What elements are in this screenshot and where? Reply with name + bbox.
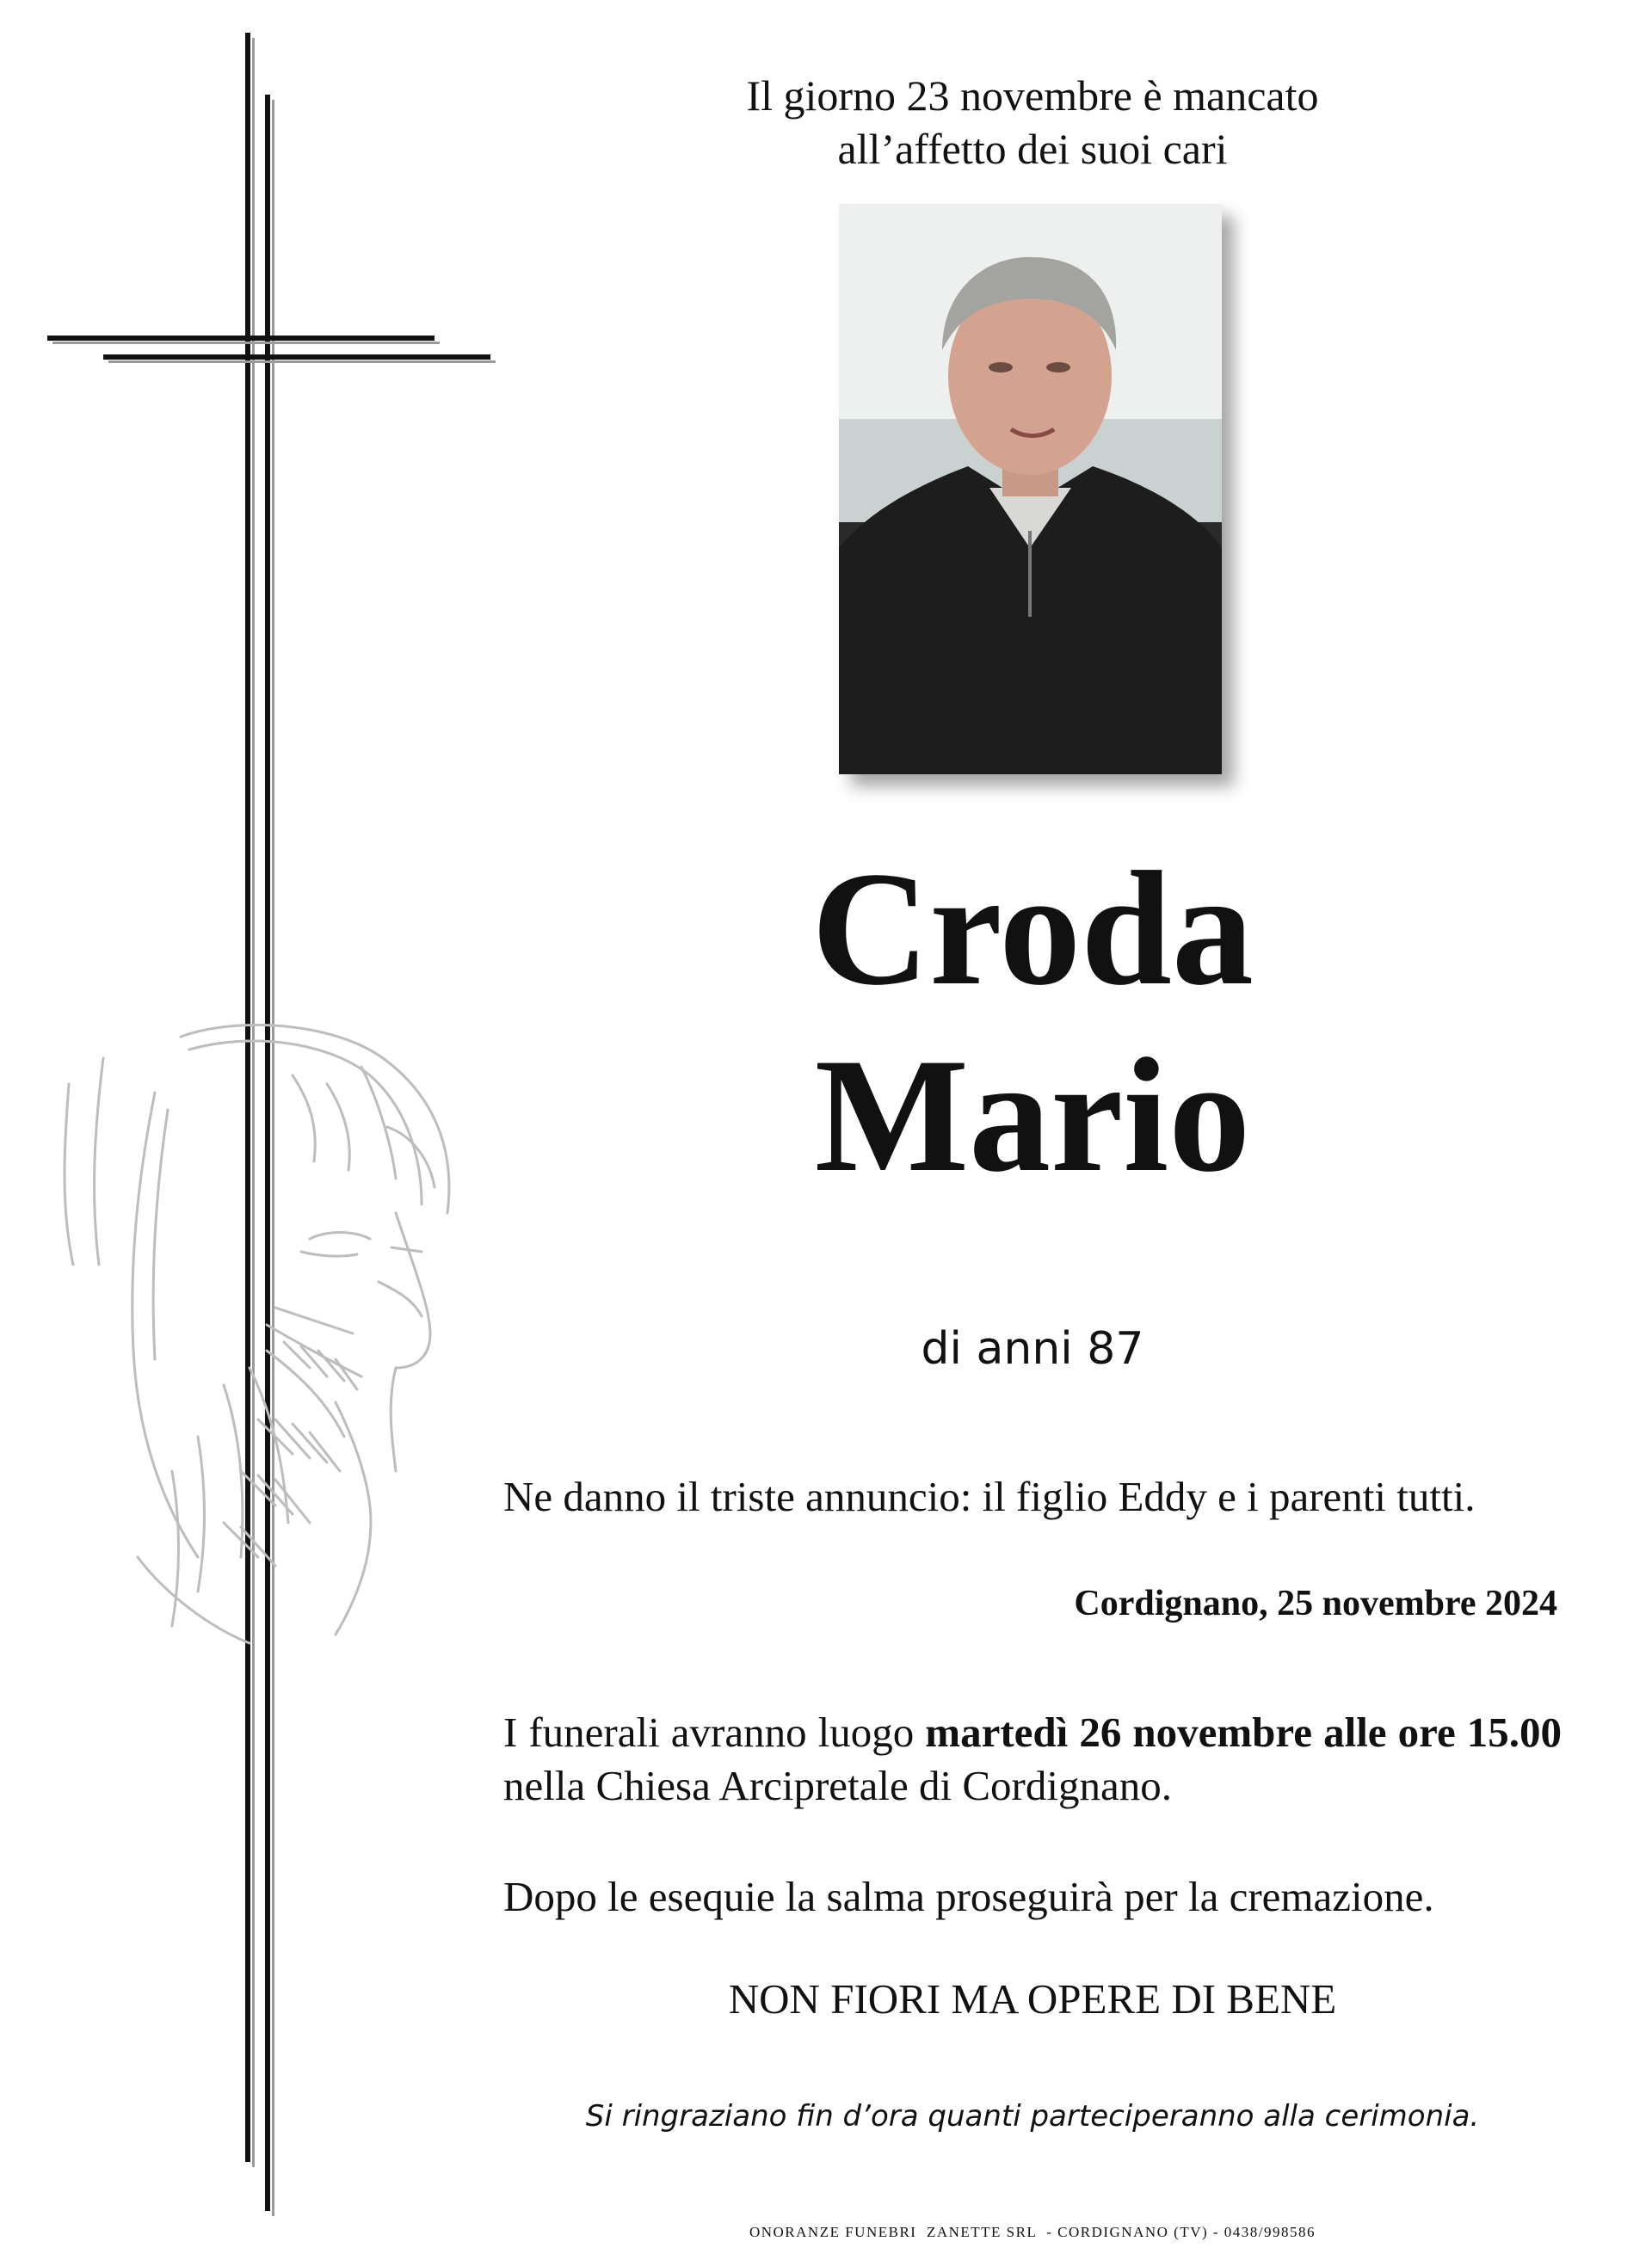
announcement-text: Ne danno il triste annuncio: il figlio Eddy e i parenti tutti.	[503, 1473, 1476, 1520]
funeral-text-before: I funerali avranno luogo	[503, 1709, 926, 1756]
intro-text	[516, 69, 1549, 176]
age-text: di anni 87	[921, 1323, 1144, 1375]
portrait-photo	[839, 204, 1222, 774]
cremation-text: Dopo le esequie la salma proseguirà per la cremazione.	[503, 1873, 1434, 1920]
funeral-date-time: martedì 26 novembre alle ore 15.00	[925, 1709, 1563, 1756]
christ-face-sketch-icon	[52, 955, 456, 1669]
thanks-text: Si ringraziano fin d’ora quanti parteciperanno alla cerimonia.	[585, 2099, 1480, 2134]
surname: Croda	[811, 839, 1254, 1019]
intro-line-2: all’affetto dei suoi cari	[837, 125, 1228, 173]
intro-line-1: Il giorno 23 novembre è mancato	[746, 71, 1319, 120]
funeral-info	[503, 1706, 1562, 1813]
funeral-text-after: nella Chiesa Arcipretale di Cordignano.	[503, 1762, 1172, 1809]
footer-funeral-home: ONORANZE FUNEBRI ZANETTE SRL - CORDIGNANO (TV) - 0438/998586	[749, 2224, 1316, 2240]
place-date: Cordignano, 25 novembre 2024	[1074, 1584, 1557, 1623]
no-flowers-text: NON FIORI MA OPERE DI BENE	[728, 1975, 1337, 2023]
given-name: Mario	[814, 1025, 1251, 1206]
portrait-photo-image	[839, 204, 1222, 774]
